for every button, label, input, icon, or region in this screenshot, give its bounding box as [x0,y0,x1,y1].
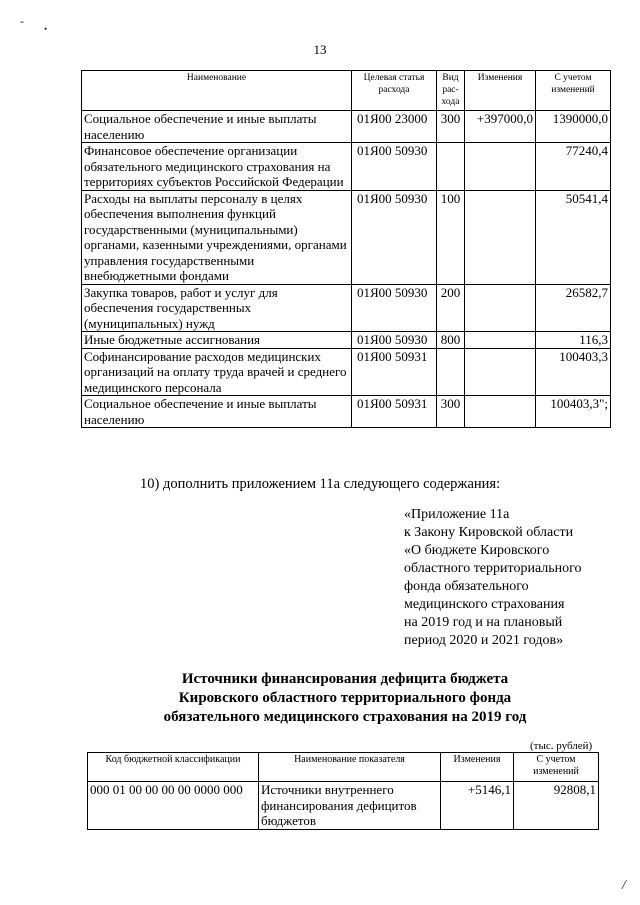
row-changes [465,143,536,191]
header-total: С учетом изменений [514,753,599,782]
row-article: 01Я00 50931 [352,396,437,428]
header-code: Код бюджетной классификации [88,753,259,782]
header-changes: Изменения [441,753,514,782]
table-header-row [88,753,599,782]
header-indicator: Наименование показателя [259,753,441,782]
row-total: 77240,4 [536,143,611,191]
row-name: Софинансирование расходов медицинских организаций на оплату труда врачей и среднего медицинского персонала [82,348,352,396]
row-name: Расходы на выплаты персоналу в целях обеспечения выполнения функций государственными (муниципальными) органами, казенными учреждениями, органами управления государственными внебюджетными фондами [82,190,352,284]
table-row [82,348,611,396]
header-kind: Вид рас-хода [437,71,465,111]
row-total: 100403,3"; [536,396,611,428]
appendix-line: период 2020 и 2021 годов» [404,633,564,648]
row-kind: 800 [437,332,465,349]
row-name: Финансовое обеспечение организации обязательного медицинского страхования на территориях субъектов Российской Федерации [82,143,352,191]
header-article: Целевая статья расхода [352,71,437,111]
appendix-block [404,506,582,650]
table-row [82,190,611,284]
table-row [82,396,611,428]
row-kind: 300 [437,396,465,428]
appendix-line: фонда обязательного [404,579,529,594]
row-article: 01Я00 50930 [352,332,437,349]
header-name: Наименование [82,71,352,111]
row-name: Социальное обеспечение и иные выплаты населению [82,396,352,428]
expenses-table [81,70,611,428]
deficit-sources-table [87,752,599,830]
row-total: 116,3 [536,332,611,349]
appendix-line: «О бюджете Кировского [404,543,550,558]
row-kind [437,143,465,191]
appendix-line: медицинского страхования [404,597,565,612]
row-total: 50541,4 [536,190,611,284]
row-kind [437,348,465,396]
table-header-row [82,71,611,111]
appendix-line: на 2019 год и на плановый [404,615,563,630]
row-kind: 300 [437,111,465,143]
row-name: Закупка товаров, работ и услуг для обеспечения государственных (муниципальных) нужд [82,284,352,332]
appendix-line: «Приложение 11а [404,507,510,522]
row-changes [465,284,536,332]
row-indicator: Источники внутреннего финансирования дефицитов бюджетов [259,782,441,830]
row-changes [465,332,536,349]
table-row [88,782,599,830]
header-changes: Изменения [465,71,536,111]
row-total: 92808,1 [514,782,599,830]
row-changes [465,348,536,396]
corner-mark: / [622,878,626,893]
appendix-line: к Закону Кировской области [404,525,574,540]
appendix-line: областного территориального [404,561,582,576]
row-article: 01Я00 50930 [352,284,437,332]
margin-mark-dash: - [20,14,24,28]
row-name: Социальное обеспечение и иные выплаты населению [82,111,352,143]
row-article: 01Я00 50931 [352,348,437,396]
row-changes [465,396,536,428]
row-changes [465,190,536,284]
heading-line: обязательного медицинского страхования на 2019 год [163,709,527,725]
row-total: 26582,7 [536,284,611,332]
row-changes: +397000,0 [465,111,536,143]
row-code: 000 01 00 00 00 00 0000 000 [88,782,259,830]
row-article: 01Я00 50930 [352,143,437,191]
row-kind: 100 [437,190,465,284]
amendment-paragraph: 10) дополнить приложением 11а следующего содержания: [140,476,501,492]
table-row [82,332,611,349]
row-article: 01Я00 50930 [352,190,437,284]
row-article: 01Я00 23000 [352,111,437,143]
heading-line: Кировского областного территориального фонда [178,690,512,706]
page-number: 13 [313,42,327,57]
row-total: 1390000,0 [536,111,611,143]
row-kind: 200 [437,284,465,332]
units-note: (тыс. рублей) [530,740,593,752]
table-row [82,111,611,143]
table-row [82,284,611,332]
header-total: С учетом изменений [536,71,611,111]
section-heading [0,670,640,727]
heading-line: Источники финансирования дефицита бюджета [181,671,509,687]
table-row [82,143,611,191]
row-name: Иные бюджетные ассигнования [82,332,352,349]
margin-mark-dot: • [44,24,48,34]
row-total: 100403,3 [536,348,611,396]
row-changes: +5146,1 [441,782,514,830]
